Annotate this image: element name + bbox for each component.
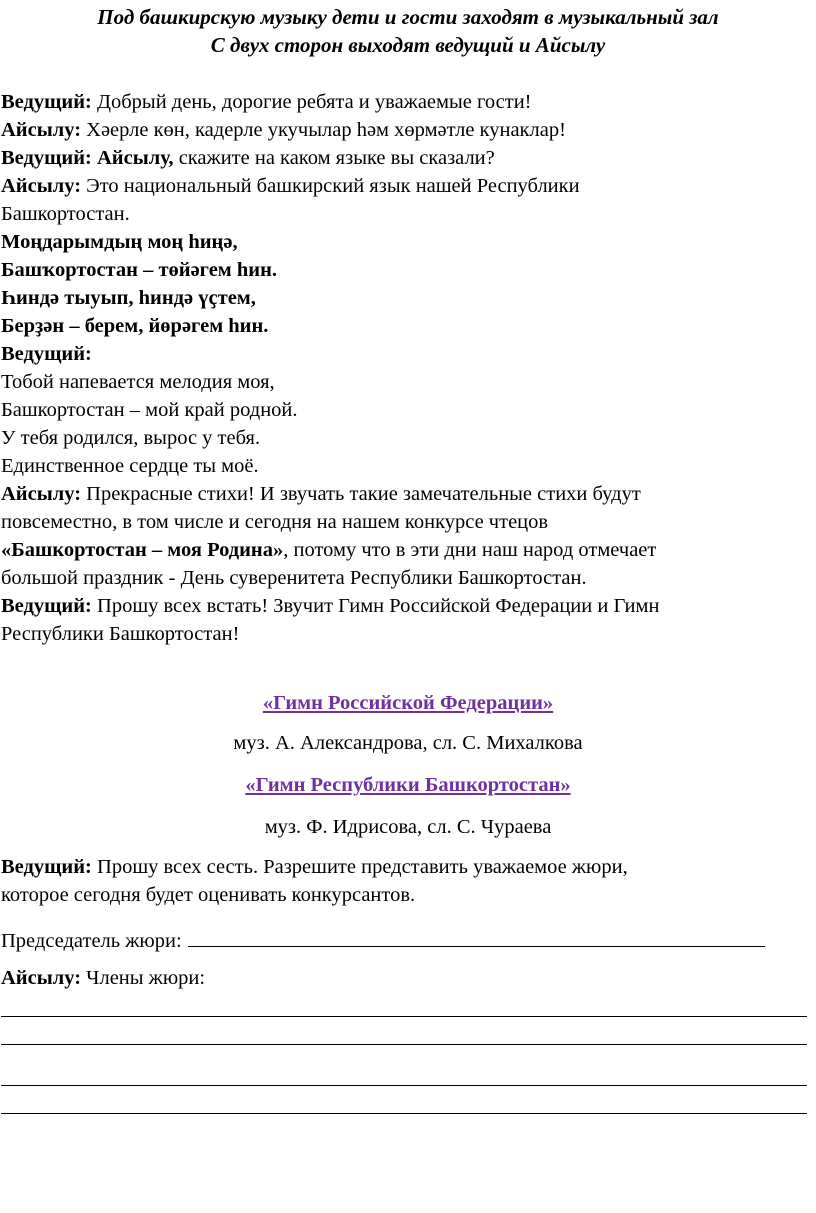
- script-line: большой праздник - День суверенитета Республики Башкортостан.: [1, 567, 587, 589]
- script-line: [1, 172, 580, 200]
- speaker-name: Айсылу:: [1, 175, 82, 197]
- script-line: Республики Башкортостан!: [1, 623, 240, 645]
- fill-in-blank: [188, 924, 765, 947]
- anthem-title: [0, 771, 816, 799]
- script-line: [1, 480, 641, 508]
- speech-text: Это национальный башкирский язык нашей Республики: [81, 175, 580, 197]
- speech-text: , потому что в эти дни наш народ отмечает: [283, 539, 657, 561]
- speech-text: Прошу всех сесть. Разрешите представить уважаемое жюри,: [91, 856, 628, 878]
- anthem-credits: муз. А. Александрова, сл. С. Михалкова: [233, 732, 583, 754]
- script-line: [1, 964, 205, 992]
- speech-text: Добрый день, дорогие ребята и уважаемые гости!: [91, 91, 532, 113]
- jury-chair-line: [1, 924, 765, 955]
- script-line: Башкортостан.: [1, 203, 130, 225]
- contest-name: «Башкортостан – моя Родина»: [1, 539, 284, 561]
- blank-line: [1, 1085, 807, 1086]
- script-line: повсеместно, в том числе и сегодня на нашем конкурсе чтецов: [1, 511, 549, 533]
- script-line: [1, 853, 628, 881]
- speaker-name: Айсылу:: [1, 119, 82, 141]
- anthem-credits: муз. Ф. Идрисова, сл. С. Чураева: [264, 816, 552, 838]
- russian-poem-line: Тобой напевается мелодия моя,: [1, 371, 275, 393]
- anthem-title-text: «Гимн Российской Федерации»: [262, 692, 554, 714]
- speaker-name: Айсылу:: [1, 483, 82, 505]
- russian-poem-line: Единственное сердце ты моё.: [1, 455, 259, 477]
- speech-text: Хәерле көн, кадерле укучылар һәм хөрмәтле кунаклар!: [81, 119, 566, 141]
- script-line: [1, 536, 656, 564]
- speaker-name: Ведущий:: [1, 91, 92, 113]
- speaker-name: Ведущий:: [1, 856, 92, 878]
- speaker-name: Ведущий: Айсылу,: [1, 147, 174, 169]
- blank-line: [1, 1016, 807, 1017]
- stage-direction-line-2: С двух сторон выходят ведущий и Айсылу: [210, 33, 606, 57]
- script-line: [1, 592, 659, 620]
- speech-text: Прекрасные стихи! И звучать такие замечательные стихи будут: [81, 483, 641, 505]
- script-line: [1, 144, 495, 172]
- script-line: [1, 88, 532, 116]
- speaker-name: Ведущий:: [1, 343, 92, 365]
- russian-poem-line: Башкортостан – мой край родной.: [1, 399, 298, 421]
- blank-line: [1, 1113, 807, 1114]
- script-line: которое сегодня будет оценивать конкурсантов.: [1, 884, 416, 906]
- anthem-title: [0, 689, 816, 717]
- script-line: [1, 116, 566, 144]
- bashkir-poem-line: Башҡортостан – төйәгем һин.: [1, 259, 278, 281]
- jury-members-label: Члены жюри:: [81, 967, 206, 989]
- blank-line: [1, 1044, 807, 1045]
- speaker-name: Айсылу:: [1, 967, 82, 989]
- bashkir-poem-line: Һиндә тыуып, һиндә үҫтем,: [1, 287, 256, 309]
- speech-text: Прошу всех встать! Звучит Гимн Российской Федерации и Гимн: [91, 595, 660, 617]
- speaker-name: Ведущий:: [1, 595, 92, 617]
- jury-chair-label: Председатель жюри:: [1, 930, 182, 952]
- anthem-title-text: «Гимн Республики Башкортостан»: [245, 774, 571, 796]
- bashkir-poem-line: Моңдарымдың моң һиңә,: [1, 231, 238, 253]
- speech-text: скажите на каком языке вы сказали?: [173, 147, 495, 169]
- stage-direction-line-1: Под башкирскую музыку дети и гости заходят в музыкальный зал: [97, 5, 719, 29]
- russian-poem-line: У тебя родился, вырос у тебя.: [1, 427, 261, 449]
- bashkir-poem-line: Берҙән – берем, йөрәгем һин.: [1, 315, 269, 337]
